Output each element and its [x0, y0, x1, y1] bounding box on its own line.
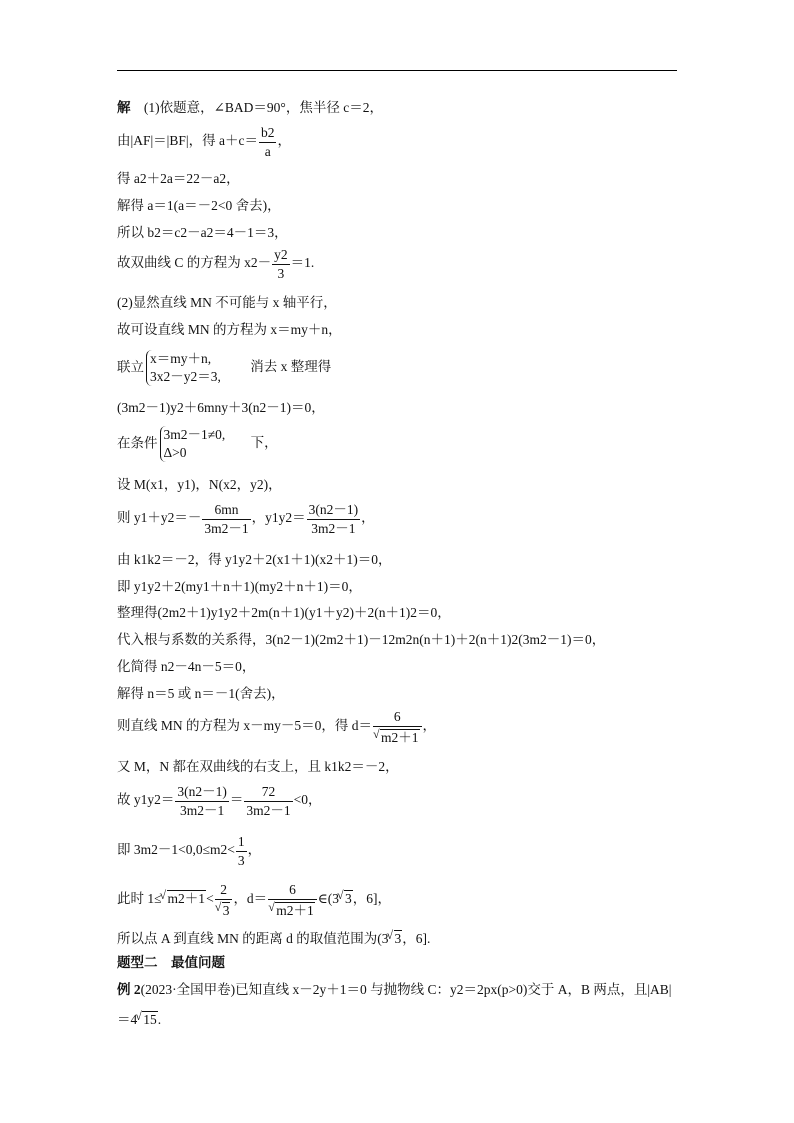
- line-11: 在条件 3m2－1≠0, Δ>0 下，: [117, 426, 278, 462]
- line-02: 由|AF|＝|BF|，得 a＋c＝ $\frac{b2}{a}$ ，: [117, 125, 291, 159]
- fraction: $\frac{3(n2-1)}{3m2-1}$: [308, 502, 359, 536]
- header-rule: [117, 70, 677, 71]
- condition-system: 3m2－1≠0, Δ>0: [160, 426, 226, 462]
- line-14: 由 k1k2＝－2，得 y1y2＋2(x1＋1)(x2＋1)＝0，: [117, 552, 392, 567]
- fraction: $\frac{y2}{3}$: [274, 247, 288, 281]
- line-01: [117, 101, 383, 115]
- fraction: $\frac{3(n2-1)}{3m2-1}$: [177, 784, 227, 818]
- fraction: 6 √ m2＋1: [373, 710, 422, 744]
- line-12: 设 M(x1，y1)，N(x2，y2)，: [117, 477, 282, 492]
- text: (1)依题意，∠BAD＝90°，焦半径 c＝2，: [143, 100, 383, 115]
- solution-label: 解: [117, 100, 131, 115]
- line-23: 即 3m2－1<0,0≤m2< $\frac{1}{3}$ ，: [117, 834, 262, 868]
- line-28: ＝4√ 15.: [117, 1011, 161, 1027]
- line-15: 即 y1y2＋2(my1＋n＋1)(my2＋n＋1)＝0，: [117, 579, 362, 594]
- line-10: (3m2－1)y2＋6mny＋3(n2－1)＝0，: [117, 400, 325, 415]
- line-24: 此时 1≤√ m2＋1< 2 √ 3 ，d＝ 6 √ m2＋1 ∈(3√ 3，6]，: [117, 883, 391, 917]
- line-08: 故可设直线 MN 的方程为 x＝my＋n，: [117, 322, 342, 337]
- line-09: 联立 x＝my＋n, 3x2－y2＝3, 消去 x 整理得: [117, 350, 331, 386]
- text: 由|AF|＝|BF|，得 a＋c＝: [117, 133, 258, 149]
- line-03: 得 a2＋2a＝22－a2，: [117, 171, 240, 186]
- line-22: 故 y1y2＝ $\frac{3(n2-1)}{3m2-1}$ ＝ $\frac{72}{3m2-1}$ <0，: [117, 784, 322, 818]
- line-05: 所以 b2＝c2－a2＝4－1＝3，: [117, 225, 288, 240]
- line-27: 例 2(2023·全国甲卷)已知直线 x－2y＋1＝0 与抛物线 C：y2＝2px(p>0)交于 A，B 两点，且|AB|: [117, 982, 672, 997]
- fraction: 2 √ 3: [215, 883, 233, 917]
- line-06: 故双曲线 C 的方程为 x2－ $\frac{y2}{3}$ ＝1.: [117, 247, 315, 281]
- line-20: 则直线 MN 的方程为 x－my－5＝0，得 d＝ 6 √ m2＋1 ，: [117, 710, 436, 744]
- line-21: 又 M，N 都在双曲线的右支上，且 k1k2＝－2，: [117, 759, 399, 774]
- fraction: $\frac{1}{3}$: [237, 834, 245, 868]
- line-13: 则 y1＋y2＝－ $\frac{6mn}{3m2-1}$ ，y1y2＝ $\frac{3(n2-1)}{3m2-1}$ ，: [117, 502, 375, 536]
- line-18: 化简得 n2－4n－5＝0，: [117, 659, 256, 674]
- fraction: $\frac{b2}{a}$: [260, 125, 275, 159]
- section-heading: 题型二 最值问题: [117, 955, 225, 970]
- line-17: 代入根与系数的关系得，3(n2－1)(2m2＋1)－12m2n(n＋1)＋2(n＋1)2(3m2－1)＝0，: [117, 632, 606, 647]
- line-19: 解得 n＝5 或 n＝－1(舍去)，: [117, 686, 285, 701]
- fraction: $\frac{6mn}{3m2-1}$: [204, 502, 249, 536]
- line-07: (2)显然直线 MN 不可能与 x 轴平行，: [117, 295, 337, 310]
- equation-system: x＝my＋n, 3x2－y2＝3,: [146, 350, 221, 386]
- line-16: 整理得(2m2＋1)y1y2＋2m(n＋1)(y1＋y2)＋2(n＋1)2＝0，: [117, 605, 451, 620]
- line-25: 所以点 A 到直线 MN 的距离 d 的取值范围为(3√ 3，6].: [117, 930, 430, 946]
- line-04: 解得 a＝1(a＝－2<0 舍去)，: [117, 198, 281, 213]
- fraction: 6 √ m2＋1: [268, 883, 317, 917]
- fraction: $\frac{72}{3m2-1}$: [246, 784, 291, 818]
- example-label: 例 2: [117, 982, 141, 997]
